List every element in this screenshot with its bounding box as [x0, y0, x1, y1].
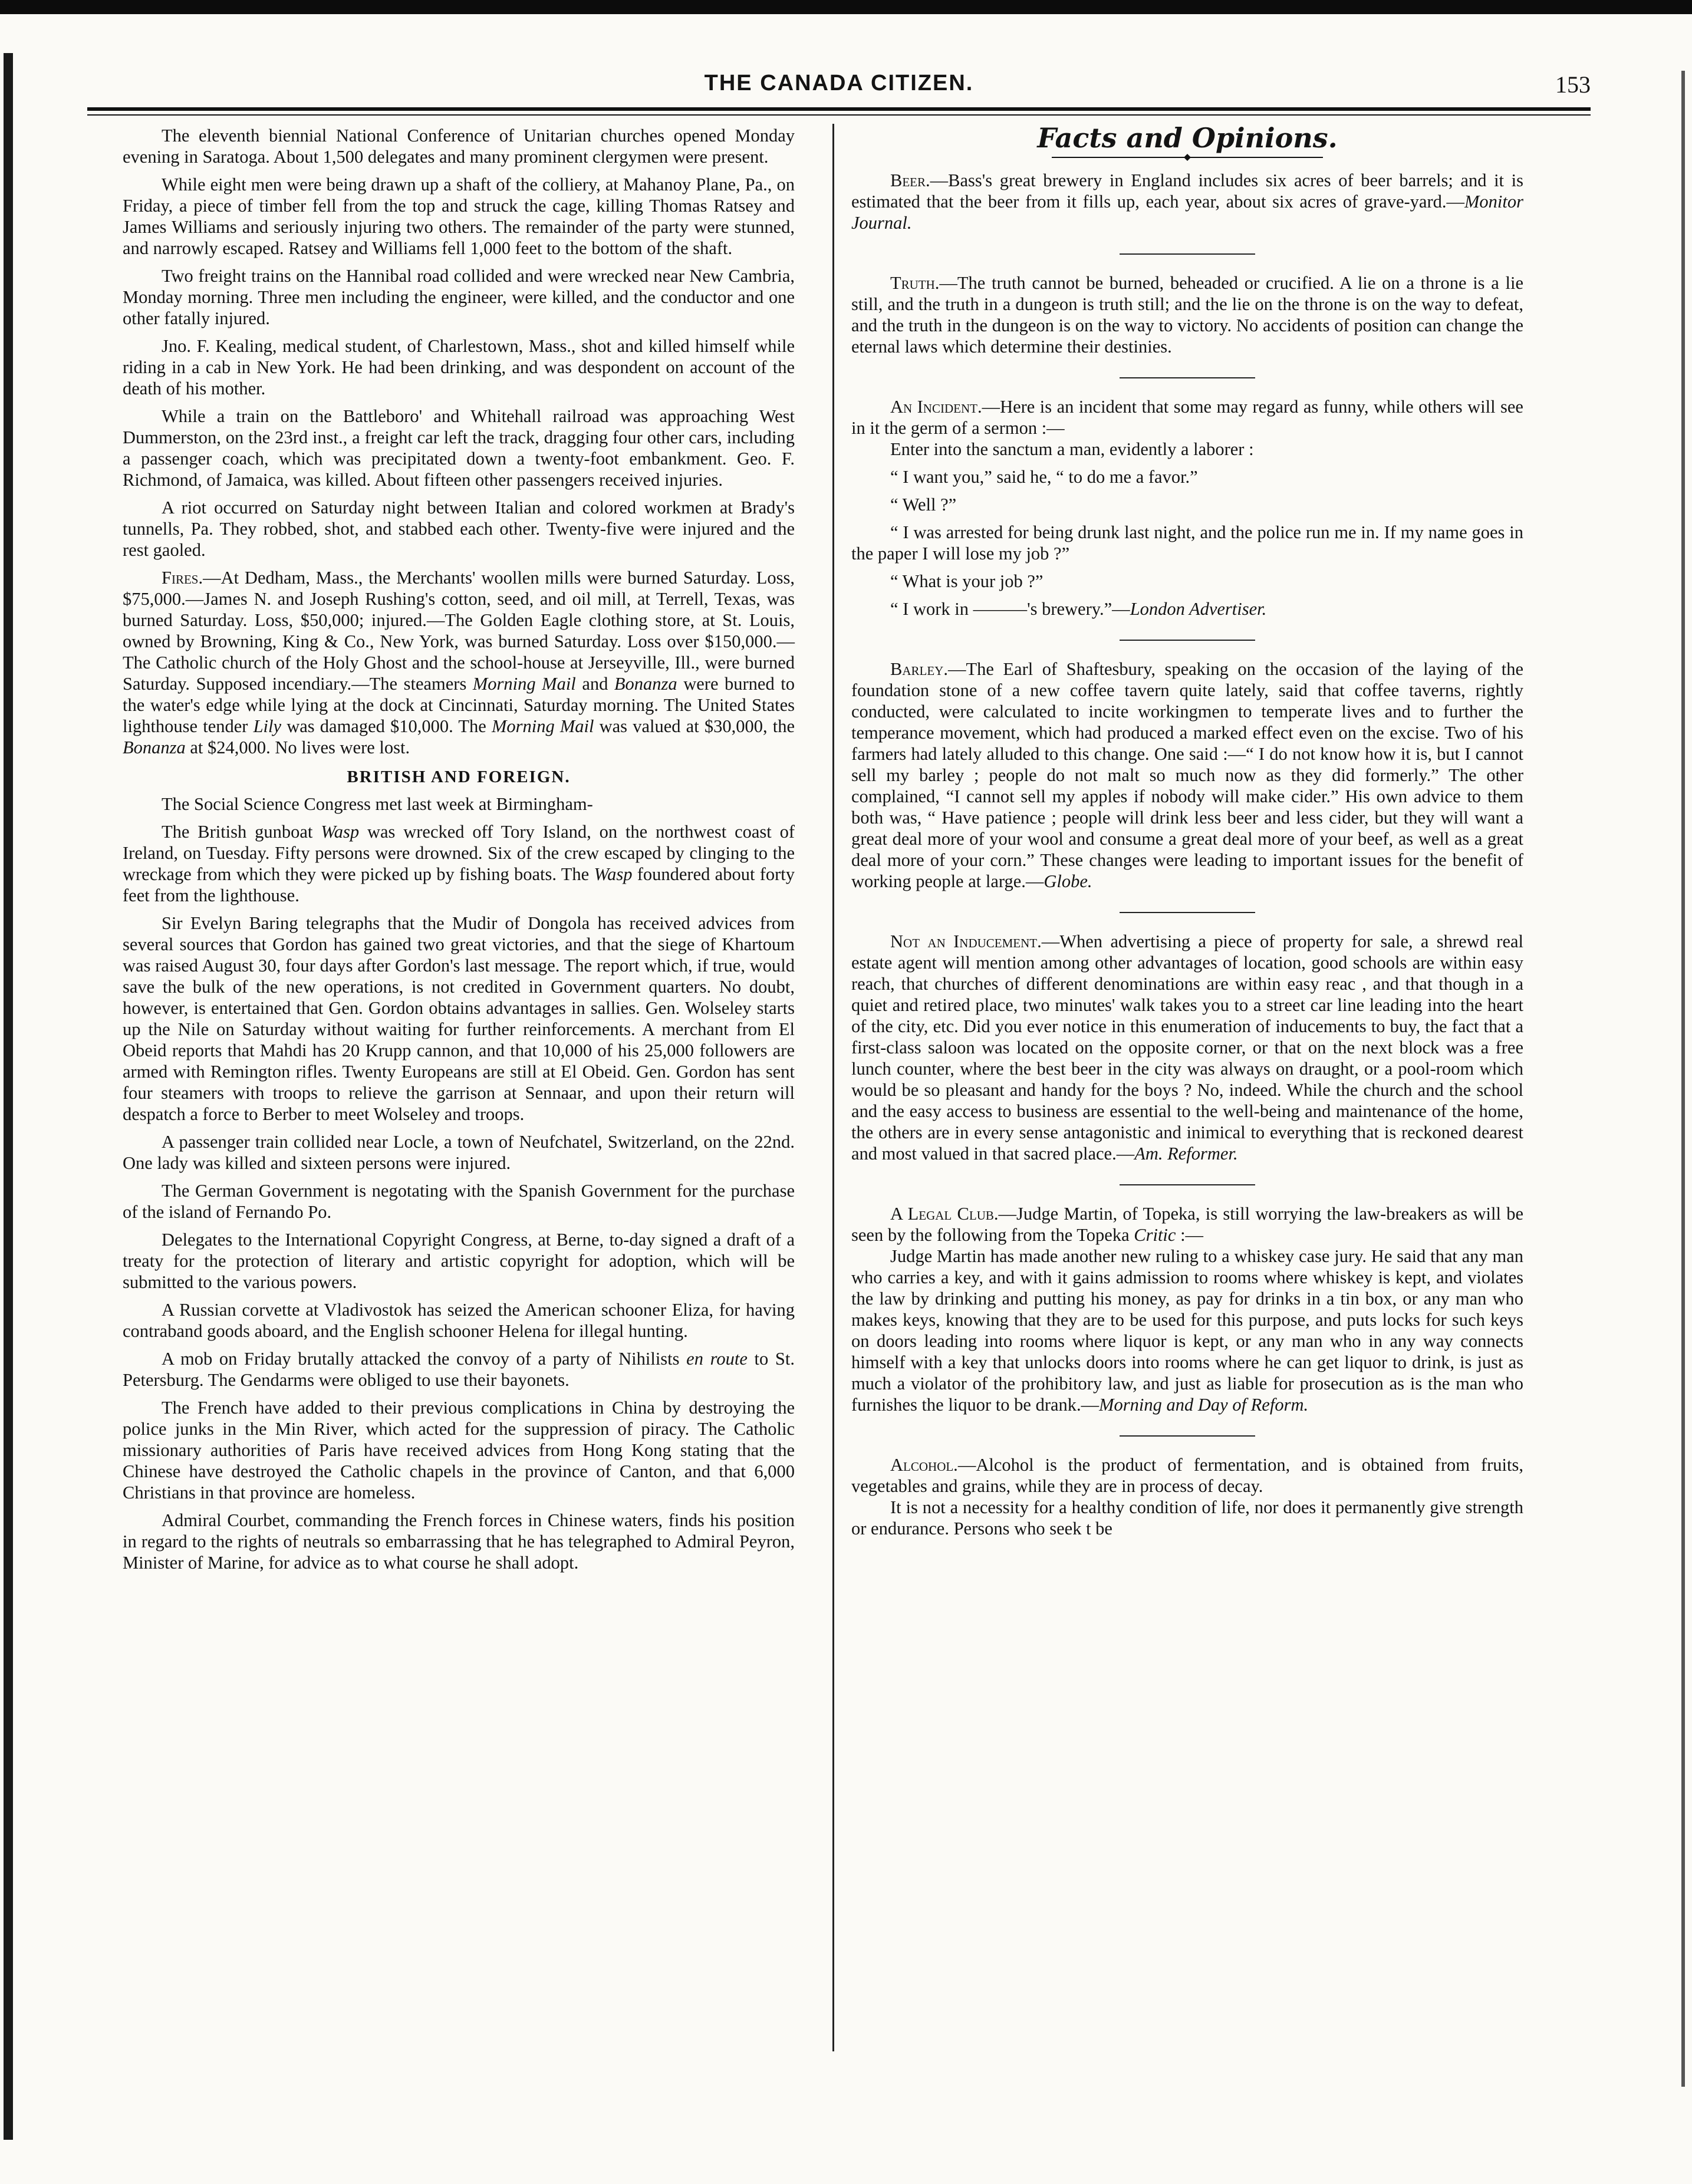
dialog-line: “ Well ?”: [890, 495, 957, 515]
right-column: [851, 122, 1523, 1546]
dialog-line: “ What is your job ?”: [890, 571, 1043, 591]
section-heading-facts-opinions: Facts and Opinions.: [1037, 122, 1338, 154]
ornamental-rule: [1052, 153, 1323, 162]
news-item: While a train on the Battleboro' and Whitehall railroad was approaching West Dummerston, on the 23rd inst., a freight car left the track, dragging four other cars, including a passenger coach, which was precipitated down a twenty-foot embankment. Geo. F. Richmond, of Jamaica, was killed. About fifteen other passengers received injuries.: [123, 406, 795, 490]
article-beer: Beer.—Bass's great brewery in England includes six acres of beer barrels; and it is estimated that the beer from it fills up, each year, about six acres of grave-yard.—Monitor Journal.: [851, 170, 1523, 233]
news-item: A mob on Friday brutally attacked the convoy of a party of Nihilists en route to St. Petersburg. The Gendarms were obliged to use their bayonets.: [123, 1349, 795, 1390]
news-item: Delegates to the International Copyright Congress, at Berne, to-day signed a draft of a treaty for the protection of literary and artistic copyright for adoption, which will be submitted to the various powers.: [123, 1230, 795, 1292]
article-divider: [1120, 1435, 1255, 1437]
page-binding-edge: [4, 53, 13, 2140]
article-barley: Barley.—The Earl of Shaftesbury, speaking on the occasion of the laying of the foundation stone of a new coffee tavern quite lately, said that coffee taverns, rightly conducted, were calculated to incite workingmen to temperate lives and to further the temperance movement, which had produced a marked effect even on the excise. Two of his farmers had lately alluded to this change. One said :—“ I do not know how it is, but I cannot sell my barley ; people do not malt so much now as they did formerly.” The other complained, “I cannot sell my apples if nobody will make cider.” His own advice to them both was, “ Have patience ; people will drink less beer and less cider, but they will want a great deal more of your wool and consume a great deal more of your beef, as well as a great deal more of your corn.” These changes were leading to important issues for the benefit of working people at large.—Globe.: [851, 659, 1523, 891]
fires-label: Fires.: [162, 568, 203, 588]
news-item: Jno. F. Kealing, medical student, of Charlestown, Mass., shot and killed himself while riding in a cab in New York. He had been drinking, and was despondent on account of the death of his mother.: [123, 336, 795, 398]
running-header: [87, 71, 1591, 106]
header-rule-thick: [87, 107, 1591, 111]
news-item: While eight men were being drawn up a shaft of the colliery, at Mahanoy Plane, Pa., on Friday, a piece of timber fell from the top and struck the cage, killing Thomas Ratsey and James Williams and seriously injuring two others. The remainder of the party were stunned, and narrowly escaped. Ratsey and Williams fell 1,000 feet to the bottom of the shaft.: [123, 174, 795, 258]
news-item: A passenger train collided near Locle, a town of Neufchatel, Switzerland, on the 22nd. One lady was killed and sixteen persons were injured.: [123, 1132, 795, 1173]
dialog-line: “ I was arrested for being drunk last night, and the police run me in. If my name goes in the paper I will lose my job ?”: [851, 522, 1523, 564]
header-rule-thin: [87, 114, 1591, 116]
article-divider: [1120, 912, 1255, 913]
news-item: The British gunboat Wasp was wrecked off Tory Island, on the northwest coast of Ireland, on Tuesday. Fifty persons were drowned. Six of the crew escaped by clinging to the wreckage from which they were picked up by fishing boats. The Wasp foundered about forty feet from the lighthouse.: [123, 822, 795, 905]
article-alcohol-body: It is not a necessity for a healthy condition of life, nor does it permanently give strength or endurance. Persons who seek t be: [851, 1497, 1523, 1539]
news-item: Two freight trains on the Hannibal road collided and were wrecked near New Cambria, Monday morning. Three men including the engineer, were killed, and the conductor and one other fatally injured.: [123, 266, 795, 328]
news-item: The Social Science Congress met last week at Birmingham-: [162, 794, 593, 814]
article-divider: [1120, 253, 1255, 255]
dialog-line: “ I want you,” said he, “ to do me a favor.”: [890, 467, 1198, 487]
section-heading-british-foreign: BRITISH AND FOREIGN.: [347, 767, 571, 786]
page-right-edge: [1681, 71, 1685, 2087]
article-divider: [1120, 1184, 1255, 1185]
article-inducement: Not an Inducement.—When advertising a piece of property for sale, a shrewd real estate agent will mention among other advantages of location, good schools are within easy reach, that churches of different denominations are within easy reac , and that though in a quiet and retired place, two minutes' walk takes you to a street car line leading into the heart of the city, etc. Did you ever notice in this enumeration of inducements to buy, the fact that a first-class saloon was located on the opposite corner, or that on the next block was a free lunch counter, where the best beer in the city was always on draught, or a pool-room which would be so pleasant and handy for the boys ? No, indeed. While the church and the school and the easy access to business are essential to the well-being and maintenance of the home, the others are in every sense antagonistic and inimical to everything that is reckoned dearest and most valued in that sacred place.—Am. Reformer.: [851, 931, 1523, 1164]
news-item: The eleventh biennial National Conference of Unitarian churches opened Monday evening in Saratoga. About 1,500 delegates and many prominent clergymen were present.: [123, 126, 795, 167]
news-item: A riot occurred on Saturday night between Italian and colored workmen at Brady's tunnells, Pa. They robbed, shot, and stabbed each other. Twenty-five were injured and the rest gaoled.: [123, 498, 795, 560]
masthead-title: THE CANADA CITIZEN.: [704, 71, 974, 95]
news-item: Sir Evelyn Baring telegraphs that the Mudir of Dongola has received advices from several sources that Gordon has gained two great victories, and that the siege of Khartoum was raised August 30, four days after Gordon's last message. The report which, if true, would save the bulk of the new operations, is not credited in Government quarters. No doubt, however, is entertained that Gen. Gordon obtains advantages in sallies. Gen. Wolseley starts up the Nile on Saturday without waiting for further reinforcements. A merchant from El Obeid reports that Mahdi has 20 Krupp cannon, and that 10,000 of his 25,000 followers are armed with Remington rifles. Twenty Europeans are still at El Obeid. Gen. Gordon has sent four steamers with troops to relieve the garrison at Sennaar, and upon their return will despatch a force to Berber to meet Wolseley and troops.: [123, 913, 795, 1124]
left-column: [123, 125, 795, 1580]
article-incident: An Incident.—Here is an incident that some may regard as funny, while others will see in it the germ of a sermon :—: [851, 397, 1523, 438]
news-item: A Russian corvette at Vladivostok has seized the American schooner Eliza, for having contraband goods aboard, and the English schooner Helena for illegal hunting.: [123, 1300, 795, 1341]
article-divider: [1120, 640, 1255, 641]
news-item: The French have added to their previous complications in China by destroying the police junks in the Min River, which acted for the suppression of piracy. The Catholic missionary authorities of Paris have received advices from Hong Kong stating that the Chinese have destroyed the Catholic chapels in the province of Canton, and that 6,000 Christians in that province are homeless.: [123, 1398, 795, 1503]
article-legal-club-body: Judge Martin has made another new ruling to a whiskey case jury. He said that any man who carries a key, and with it gains admission to rooms where whiskey is kept, and violates the law by drinking and putting his money, as pay for drinks in a tin box, or any man who makes keys, knowing that they are to be used for this purpose, and puts locks for such keys on doors leading into rooms where liquor is kept, or any man who in any way connects himself with a key that unlocks doors into rooms where he can get liquor to drink, is just as much a violator of the prohibitory law, and just as liable for prosecution as is the man who furnishes the liquor to be drank.—Morning and Day of Reform.: [851, 1246, 1523, 1415]
news-item: The German Government is negotating with the Spanish Government for the purchase of the island of Fernando Po.: [123, 1181, 795, 1222]
article-divider: [1120, 377, 1255, 378]
dialog-line: Enter into the sanctum a man, evidently a laborer :: [890, 439, 1254, 459]
page-number: 153: [1555, 71, 1591, 98]
article-truth: Truth.—The truth cannot be burned, beheaded or crucified. A lie on a throne is a lie still, and the truth in a dungeon is truth still; and the lie on the throne is on the way to defeat, and the truth in the dungeon is on the way to victory. No accidents of position can change the eternal laws which determine their destinies.: [851, 273, 1523, 357]
column-divider: [832, 124, 834, 2051]
article-alcohol: Alcohol.—Alcohol is the product of fermentation, and is obtained from fruits, vegetables and grains, while they are in process of decay.: [851, 1455, 1523, 1496]
page-top-edge: [0, 0, 1692, 14]
article-legal-club: A Legal Club.—Judge Martin, of Topeka, is still worrying the law-breakers as will be seen by the following from the Topeka Critic :—: [851, 1204, 1523, 1245]
fires-item: Fires.—At Dedham, Mass., the Merchants' woollen mills were burned Saturday. Loss, $75,000.—James N. and Joseph Rushing's cotton, seed, and oil mill, at Terrell, Texas, was burned Saturday. Loss, $50,000; injured.—The Golden Eagle clothing store, at St. Louis, owned by Browning, King & Co., New York, was burned Saturday. Loss over $150,000.—The Catholic church of the Holy Ghost and the school-house at Jerseyville, Ill., were burned Saturday. Supposed incendiary.—The steamers Morning Mail and Bonanza were burned to the water's edge while lying at the dock at Cincinnati, Saturday morning. The United States lighthouse tender Lily was damaged $10,000. The Morning Mail was valued at $30,000, the Bonanza at $24,000. No lives were lost.: [123, 568, 795, 757]
news-item: Admiral Courbet, commanding the French forces in Chinese waters, finds his position in regard to the rights of neutrals so embarrassing that he has telegraphed to Admiral Peyron, Minister of Marine, for advice as to what course he shall adopt.: [123, 1510, 795, 1573]
dialog-line: “ I work in ———'s brewery.”—London Advertiser.: [890, 599, 1267, 619]
